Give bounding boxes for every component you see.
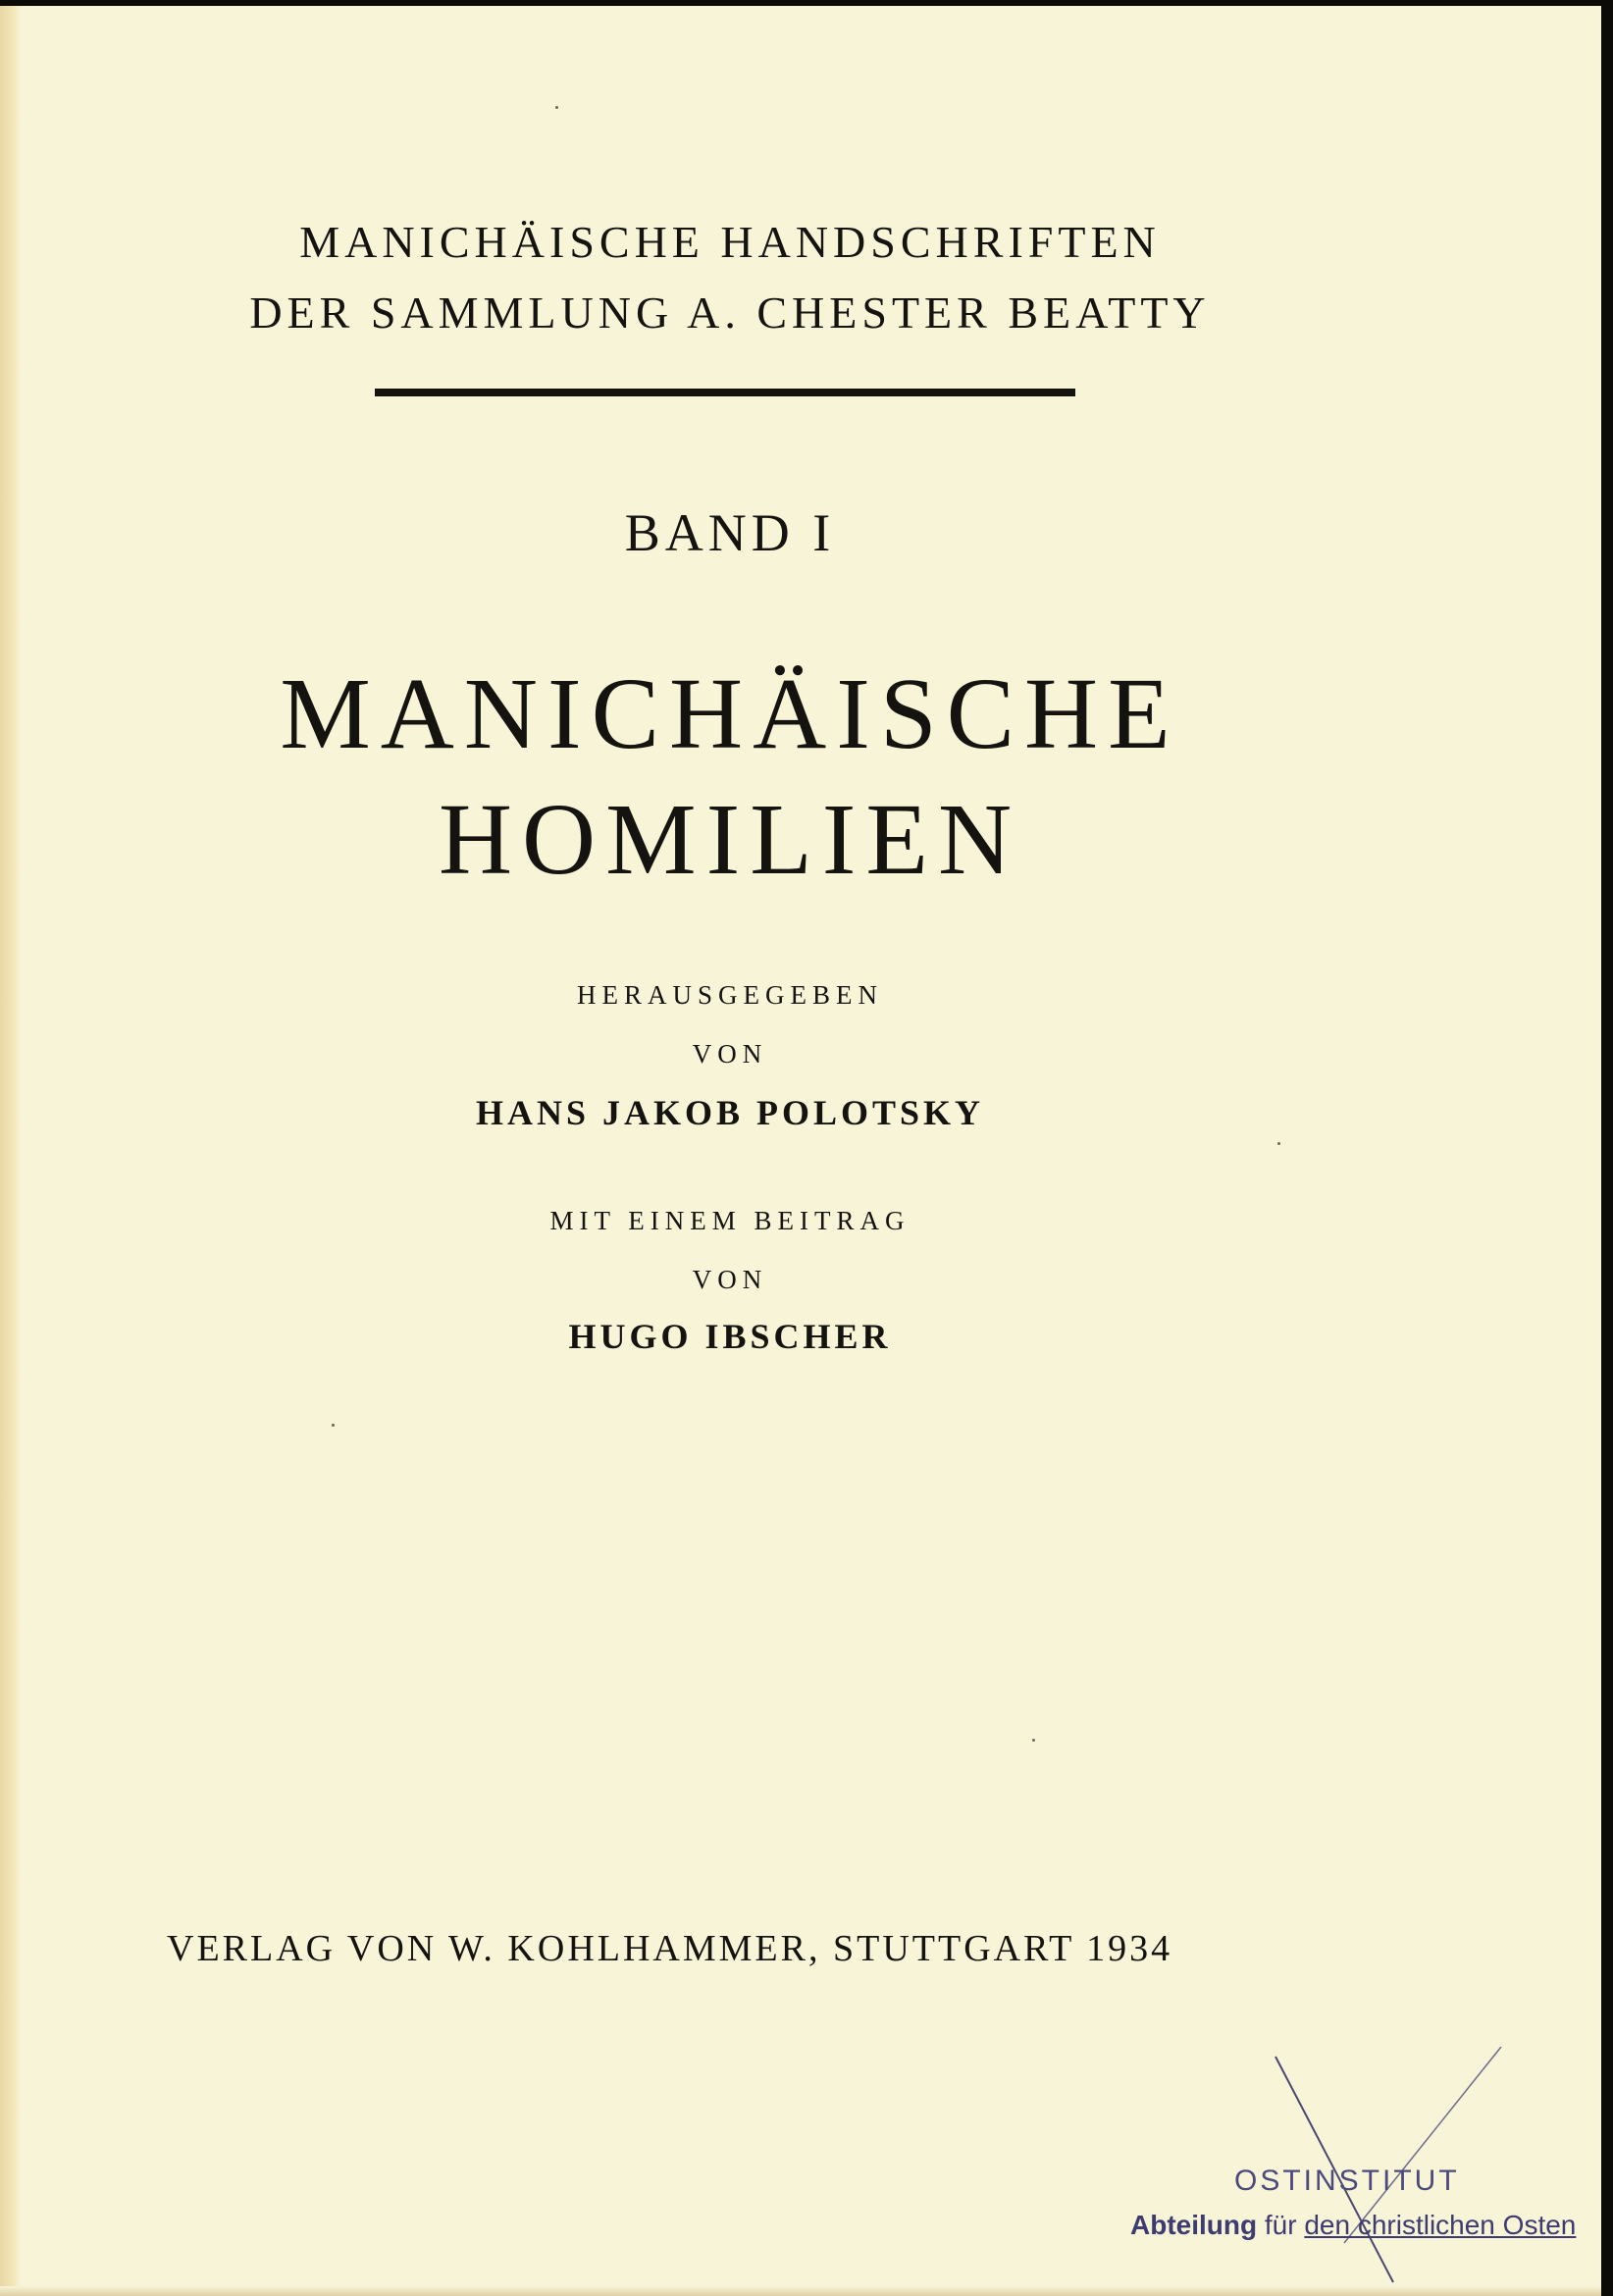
stamp-word-abteilung: Abteilung <box>1130 2210 1258 2240</box>
library-stamp-line2 <box>1130 2210 1576 2241</box>
paper-speck <box>1032 1739 1035 1742</box>
page-edge-left <box>0 6 22 2296</box>
editor-label: HERAUSGEGEBEN <box>577 980 883 1010</box>
stamp-word-fuer: für <box>1257 2210 1305 2240</box>
title-page <box>0 6 1601 2296</box>
contributor-label: MIT EINEM BEITRAG <box>549 1206 911 1235</box>
book-title-line2: HOMILIEN <box>438 783 1022 896</box>
stamp-word-osten: den christlichen Osten <box>1304 2210 1577 2240</box>
paper-speck <box>555 106 558 109</box>
horizontal-rule <box>375 389 1075 396</box>
contributor-name: HUGO IBSCHER <box>568 1317 892 1356</box>
volume-label: BAND I <box>624 503 836 562</box>
editor-by: VON <box>692 1039 768 1069</box>
contributor-by: VON <box>692 1265 768 1294</box>
paper-speck <box>332 1424 335 1427</box>
series-title-line2: DER SAMMLUNG A. CHESTER BEATTY <box>249 287 1211 338</box>
book-title-line1: MANICHÄISCHE <box>280 657 1180 770</box>
library-stamp-line1: OSTINSTITUT <box>1234 2165 1460 2197</box>
publisher-imprint: VERLAG VON W. KOHLHAMMER, STUTTGART 1934 <box>167 1928 1173 1969</box>
series-title-line1: MANICHÄISCHE HANDSCHRIFTEN <box>299 217 1161 267</box>
paper-speck <box>1277 1142 1280 1145</box>
editor-name: HANS JAKOB POLOTSKY <box>475 1093 985 1132</box>
